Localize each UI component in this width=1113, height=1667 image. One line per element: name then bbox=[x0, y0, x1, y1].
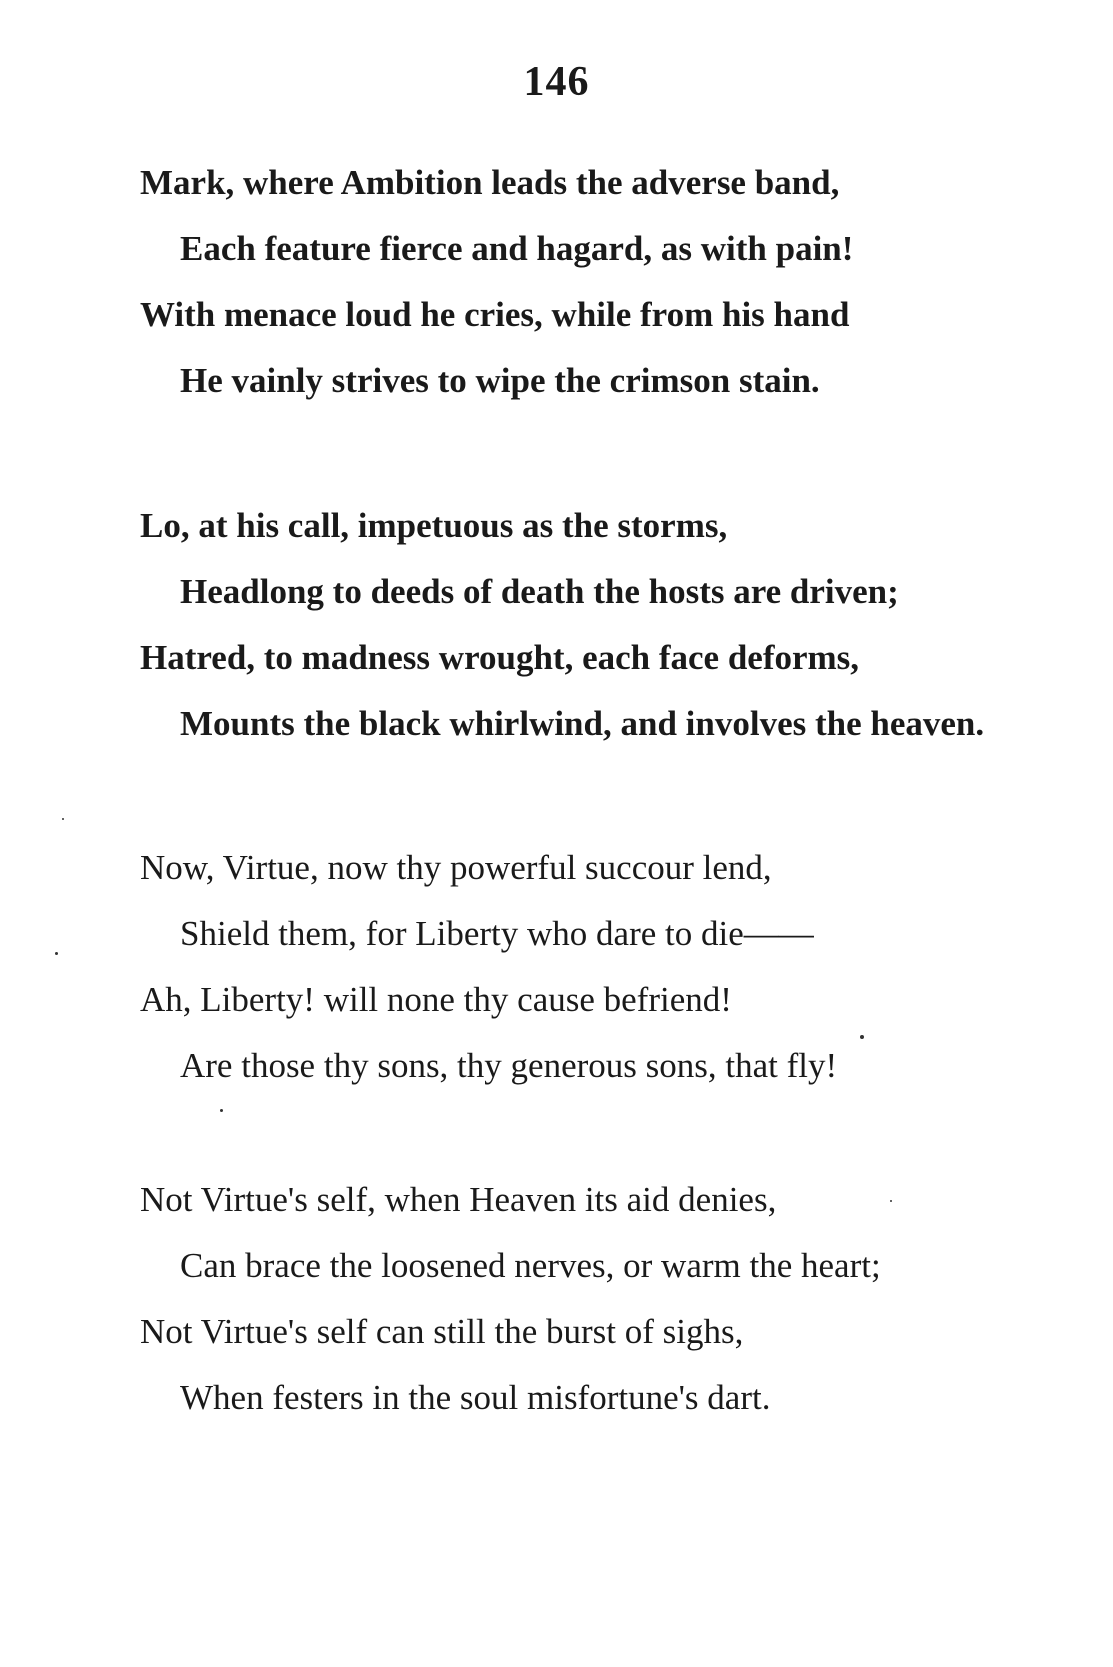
print-speck bbox=[55, 952, 58, 955]
page-number: 146 bbox=[523, 59, 590, 105]
verse-line: Not Virtue's self, when Heaven its aid denies, bbox=[140, 1180, 777, 1219]
verse-line: Shield them, for Liberty who dare to die—— bbox=[180, 914, 814, 953]
verse-line: When festers in the soul misfortune's dart. bbox=[180, 1378, 771, 1417]
verse-line: With menace loud he cries, while from his hand bbox=[140, 295, 850, 334]
print-speck bbox=[890, 1200, 892, 1202]
verse-line: Can brace the loosened nerves, or warm the heart; bbox=[180, 1246, 881, 1285]
stanza-3 bbox=[140, 835, 1040, 1099]
verse-line: Now, Virtue, now thy powerful succour lend, bbox=[140, 848, 772, 887]
stanza-1 bbox=[140, 150, 1040, 414]
verse-line: Headlong to deeds of death the hosts are driven; bbox=[180, 572, 899, 611]
verse-line: Mark, where Ambition leads the adverse band, bbox=[140, 163, 840, 202]
verse-line: Mounts the black whirlwind, and involves the heaven. bbox=[180, 704, 985, 743]
stanza-4 bbox=[140, 1167, 1040, 1431]
verse-line: Not Virtue's self can still the burst of sighs, bbox=[140, 1312, 744, 1351]
print-speck bbox=[220, 1109, 223, 1112]
print-speck bbox=[860, 1035, 864, 1039]
verse-line: Ah, Liberty! will none thy cause befriend! bbox=[140, 980, 732, 1019]
verse-line: He vainly strives to wipe the crimson stain. bbox=[180, 361, 820, 400]
verse-line: Hatred, to madness wrought, each face deforms, bbox=[140, 638, 860, 677]
print-speck bbox=[62, 818, 64, 820]
verse-line: Lo, at his call, impetuous as the storms, bbox=[140, 506, 728, 545]
stanza-2 bbox=[140, 493, 1040, 757]
verse-line: Each feature fierce and hagard, as with pain! bbox=[180, 229, 854, 268]
verse-line: Are those thy sons, thy generous sons, that fly! bbox=[180, 1046, 838, 1085]
